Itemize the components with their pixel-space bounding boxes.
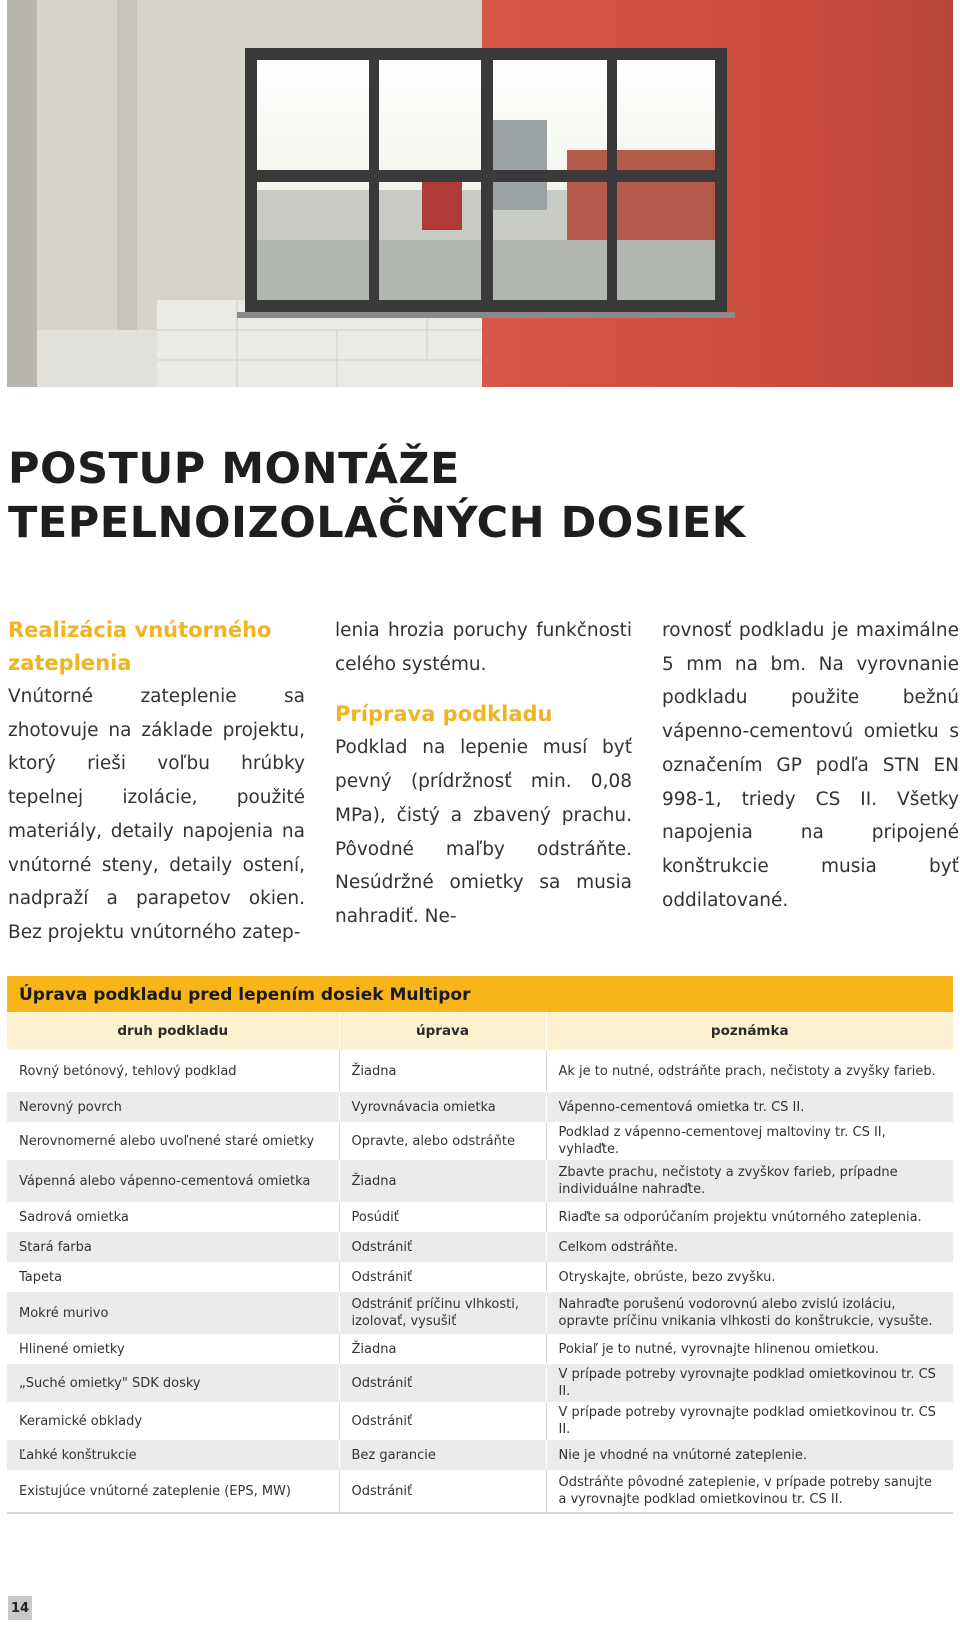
table-row <box>7 1262 953 1292</box>
table-row <box>7 1402 953 1440</box>
table-row <box>7 1292 953 1334</box>
table-row <box>7 1050 953 1092</box>
cell-uprava: Odstrániť <box>339 1262 546 1292</box>
cell-druh: Keramické obklady <box>19 1413 143 1429</box>
paragraph: Vnútorné zateplenie sa zhotovuje na základe projektu, ktorý rieši voľbu hrúbky tepelnej izolácie, použité materiály, detaily napojenia na vnútorné steny, detaily ostení, nadpraží a parapetov okien. Bez projektu vnútorného zatep- <box>8 686 305 943</box>
table-row <box>7 1440 953 1470</box>
cell-poznamka: Nie je vhodné na vnútorné zateplenie. <box>546 1440 953 1470</box>
cell-uprava: Bez garancie <box>339 1440 546 1470</box>
title-line-1: POSTUP MONTÁŽE <box>8 444 460 494</box>
cell-uprava: Žiadna <box>339 1050 546 1092</box>
hero-photo <box>7 0 953 387</box>
title-line-2: TEPELNOIZOLAČNÝCH DOSIEK <box>8 498 746 548</box>
cell-poznamka: Nahraďte porušenú vodorovnú alebo zvislú izoláciu, opravte príčinu vnikania vlhkosti do konštrukcie, vysušte. <box>546 1292 953 1334</box>
substrate-table <box>7 976 953 1514</box>
cell-uprava: Odstrániť <box>339 1470 546 1513</box>
table-row <box>7 1232 953 1262</box>
page-number: 14 <box>8 1596 32 1620</box>
cell-druh: Sadrová omietka <box>19 1209 129 1225</box>
cell-poznamka: Pokiaľ je to nutné, vyrovnajte hlinenou omietkou. <box>546 1334 953 1364</box>
text-column-3 <box>662 614 959 917</box>
paragraph: Podklad na lepenie musí byť pevný (prídržnosť min. 0,08 MPa), čistý a zbavený prachu. Pôvodné maľby odstráňte. Nesúdržné omietky sa musia nahradiť. Ne- <box>335 737 632 927</box>
cell-poznamka: Podklad z vápenno-cementovej maltoviny tr. CS II, vyhlaďte. <box>546 1122 953 1160</box>
cell-uprava: Žiadna <box>339 1160 546 1202</box>
text-column-1 <box>8 614 305 950</box>
cell-poznamka: V prípade potreby vyrovnajte podklad omietkovinou tr. CS II. <box>546 1364 953 1402</box>
table-row <box>7 1364 953 1402</box>
cell-poznamka: Riaďte sa odporúčaním projektu vnútorného zateplenia. <box>546 1202 953 1232</box>
table-row <box>7 1122 953 1160</box>
section-heading-realizacia: Realizácia vnútorného zateplenia <box>8 618 272 675</box>
table-row <box>7 1470 953 1513</box>
column-header-druh: druh podkladu <box>7 1012 339 1050</box>
cell-poznamka: Zbavte prachu, nečistoty a zvyškov farieb, prípadne individuálne nahraďte. <box>546 1160 953 1202</box>
page-title <box>8 442 746 550</box>
cell-uprava: Posúdiť <box>339 1202 546 1232</box>
table-row <box>7 1092 953 1122</box>
text-column-2 <box>335 614 632 934</box>
cell-druh: Tapeta <box>19 1269 63 1285</box>
cell-uprava: Odstrániť <box>339 1402 546 1440</box>
cell-uprava: Odstrániť <box>339 1232 546 1262</box>
cell-uprava: Odstrániť <box>339 1364 546 1402</box>
table-row <box>7 1334 953 1364</box>
column-header-poznamka: poznámka <box>546 1012 953 1050</box>
cell-poznamka: Odstráňte pôvodné zateplenie, v prípade potreby sanujte a vyrovnajte podklad omietkovinou tr. CS II. <box>546 1470 953 1513</box>
cell-druh: Mokré murivo <box>7 1292 339 1334</box>
cell-druh: „Suché omietky" SDK dosky <box>7 1364 339 1402</box>
table-row <box>7 1202 953 1232</box>
table-row <box>7 1160 953 1202</box>
cell-druh: Existujúce vnútorné zateplenie (EPS, MW) <box>7 1470 339 1513</box>
cell-uprava: Vyrovnávacia omietka <box>339 1092 546 1122</box>
paragraph: lenia hrozia poruchy funkčnosti celého systému. <box>335 620 632 675</box>
cell-uprava: Žiadna <box>339 1334 546 1364</box>
cell-druh: Stará farba <box>7 1232 339 1262</box>
cell-uprava: Opravte, alebo odstráňte <box>339 1122 546 1160</box>
cell-druh: Vápenná alebo vápenno-cementová omietka <box>7 1160 339 1202</box>
cell-poznamka: Celkom odstráňte. <box>546 1232 953 1262</box>
cell-druh: Rovný betónový, tehlový podklad <box>19 1063 237 1079</box>
cell-poznamka: Vápenno-cementová omietka tr. CS II. <box>546 1092 953 1122</box>
cell-poznamka: V prípade potreby vyrovnajte podklad omietkovinou tr. CS II. <box>546 1402 953 1440</box>
table-caption: Úprava podkladu pred lepením dosiek Multipor <box>7 976 953 1012</box>
cell-druh: Nerovný povrch <box>7 1092 339 1122</box>
section-heading-priprava: Príprava podkladu <box>335 702 553 727</box>
cell-druh: Ľahké konštrukcie <box>7 1440 339 1470</box>
paragraph: rovnosť podkladu je maximálne 5 mm na bm. Na vyrovnanie podkladu použite bežnú vápenno-cementovú omietku s označením GP podľa STN EN 998-1, triedy CS II. Všetky napojenia na pripojené konštrukcie musia byť oddilatované. <box>662 620 959 911</box>
cell-druh: Hlinené omietky <box>19 1341 125 1357</box>
cell-poznamka: Ak je to nutné, odstráňte prach, nečistoty a zvyšky farieb. <box>546 1050 953 1092</box>
cell-druh: Nerovnomerné alebo uvoľnené staré omietky <box>19 1133 315 1149</box>
cell-uprava: Odstrániť príčinu vlhkosti, izolovať, vysušiť <box>339 1292 546 1334</box>
cell-poznamka: Otryskajte, obrúste, bezo zvyšku. <box>546 1262 953 1292</box>
table-header-row <box>7 1012 953 1050</box>
column-header-uprava: úprava <box>339 1012 546 1050</box>
